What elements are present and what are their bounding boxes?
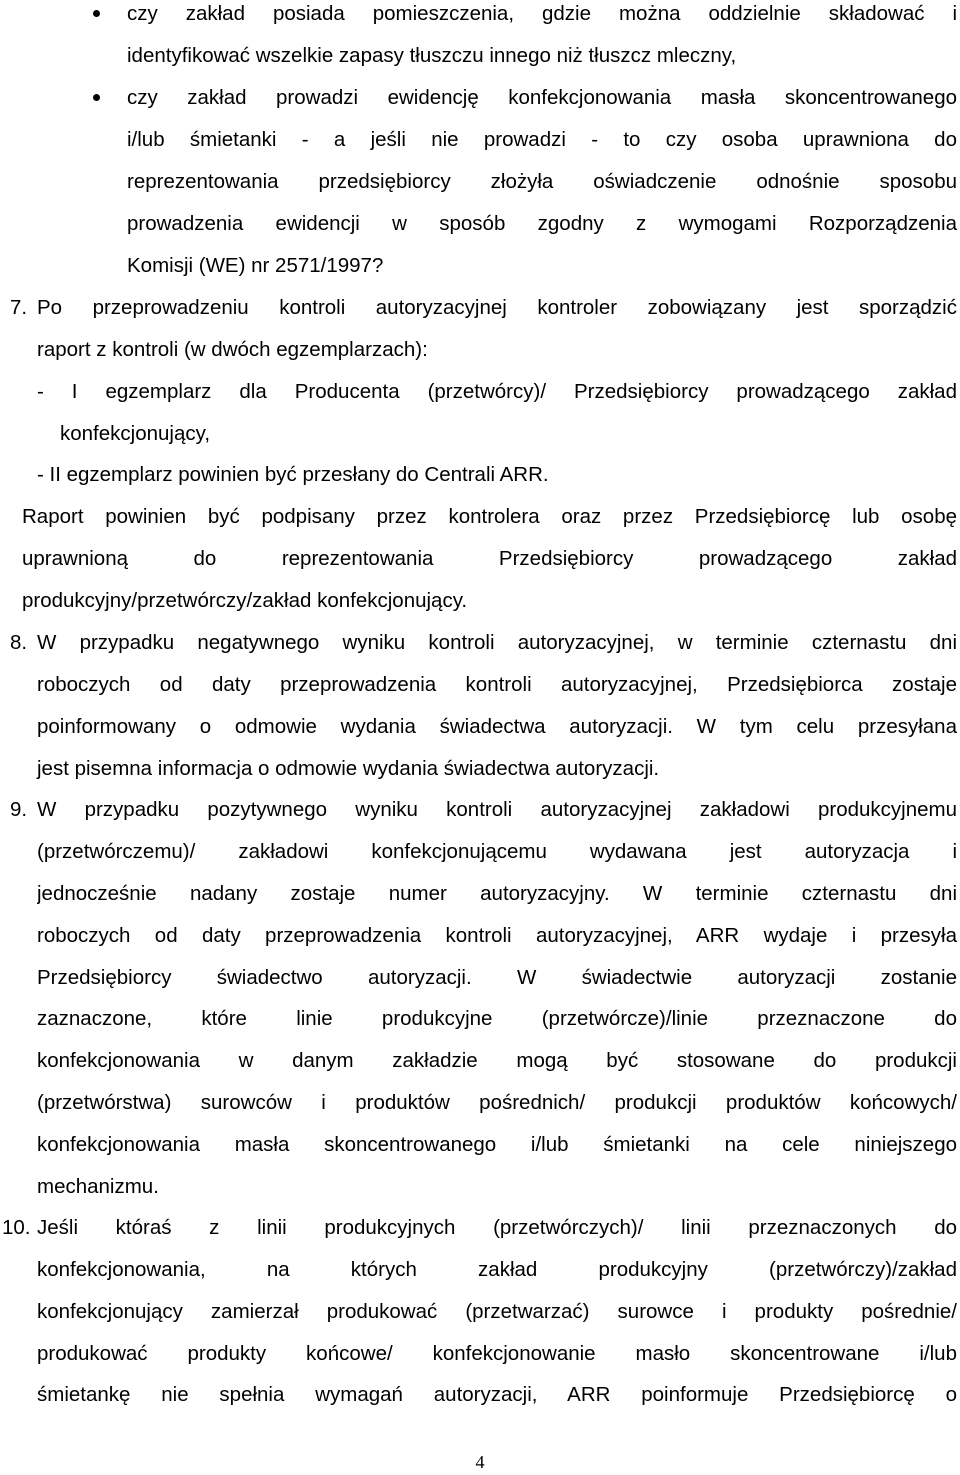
- item-8-line-3: poinformowany o odmowie wydania świadectwa autoryzacji. W tym celu przesyłana: [37, 715, 957, 738]
- raport-line-3: produkcyjny/przetwórczy/zakład konfekcjonujący.: [22, 589, 468, 612]
- item-10-line-5: śmietankę nie spełnia wymagań autoryzacji, ARR poinformuje Przedsiębiorcę o: [37, 1383, 957, 1406]
- item-10-number: 10.: [2, 1216, 31, 1239]
- item-8-line-2: roboczych od daty przeprowadzenia kontroli autoryzacyjnej, Przedsiębiorca zostaje: [37, 673, 957, 696]
- item-9-number: 9.: [10, 798, 28, 821]
- item-7-line-2: raport z kontroli (w dwóch egzemplarzach):: [37, 338, 428, 361]
- bullet-1-line-1: czy zakład posiada pomieszczenia, gdzie można oddzielnie składować i: [127, 2, 957, 25]
- item-10-line-2: konfekcjonowania, na których zakład produkcyjny (przetwórczy)/zakład: [37, 1258, 957, 1281]
- raport-line-1: Raport powinien być podpisany przez kontrolera oraz przez Przedsiębiorcę lub osobę: [22, 505, 957, 528]
- item-7-copy-2: - II egzemplarz powinien być przesłany do Centrali ARR.: [37, 463, 549, 486]
- item-9-line-10: mechanizmu.: [37, 1175, 159, 1198]
- item-7-copy-1: - I egzemplarz dla Producenta (przetwórcy)/ Przedsiębiorcy prowadzącego zakład: [37, 380, 957, 403]
- item-7-line-1: Po przeprowadzeniu kontroli autoryzacyjnej kontroler zobowiązany jest sporządzić: [37, 296, 957, 319]
- bullet-2-line-3: reprezentowania przedsiębiorcy złożyła oświadczenie odnośnie sposobu: [127, 170, 957, 193]
- item-10-line-4: produkować produkty końcowe/ konfekcjonowanie masło skoncentrowane i/lub: [37, 1342, 957, 1365]
- item-9-line-8: (przetwórstwa) surowców i produktów pośrednich/ produkcji produktów końcowych/: [37, 1091, 957, 1114]
- item-9-line-1: W przypadku pozytywnego wyniku kontroli autoryzacyjnej zakładowi produkcyjnemu: [37, 798, 957, 821]
- item-9-line-6: zaznaczone, które linie produkcyjne (przetwórcze)/linie przeznaczone do: [37, 1007, 957, 1030]
- item-9-line-2: (przetwórczemu)/ zakładowi konfekcjonującemu wydawana jest autoryzacja i: [37, 840, 957, 863]
- item-9-line-9: konfekcjonowania masła skoncentrowanego i/lub śmietanki na cele niniejszego: [37, 1133, 957, 1156]
- item-8-line-4: jest pisemna informacja o odmowie wydania świadectwa autoryzacji.: [37, 757, 660, 780]
- bullet-2-line-2: i/lub śmietanki - a jeśli nie prowadzi - to czy osoba uprawniona do: [127, 128, 957, 151]
- page-number: 4: [475, 1452, 485, 1472]
- bullet-1-line-2: identyfikować wszelkie zapasy tłuszczu innego niż tłuszcz mleczny,: [127, 44, 737, 67]
- item-9-line-7: konfekcjonowania w danym zakładzie mogą być stosowane do produkcji: [37, 1049, 957, 1072]
- item-9-line-4: roboczych od daty przeprowadzenia kontroli autoryzacyjnej, ARR wydaje i przesyła: [37, 924, 957, 947]
- item-9-line-3: jednocześnie nadany zostaje numer autoryzacyjny. W terminie czternastu dni: [37, 882, 957, 905]
- item-10-line-1: Jeśli któraś z linii produkcyjnych (przetwórczych)/ linii przeznaczonych do: [37, 1216, 957, 1239]
- bullet-2-line-4: prowadzenia ewidencji w sposób zgodny z wymogami Rozporządzenia: [127, 212, 957, 235]
- bullet-2-line-5: Komisji (WE) nr 2571/1997?: [127, 254, 384, 277]
- raport-line-2: uprawnioną do reprezentowania Przedsiębiorcy prowadzącego zakład: [22, 547, 957, 570]
- bullet-dot: [93, 94, 100, 101]
- bullet-2-line-1: czy zakład prowadzi ewidencję konfekcjonowania masła skoncentrowanego: [127, 86, 957, 109]
- item-10-line-3: konfekcjonujący zamierzał produkować (przetwarzać) surowce i produkty pośrednie/: [37, 1300, 957, 1323]
- item-7-copy-1-cont: konfekcjonujący,: [60, 422, 211, 445]
- bullet-dot: [93, 10, 100, 17]
- item-8-line-1: W przypadku negatywnego wyniku kontroli autoryzacyjnej, w terminie czternastu dni: [37, 631, 957, 654]
- item-8-number: 8.: [10, 631, 28, 654]
- item-9-line-5: Przedsiębiorcy świadectwo autoryzacji. W świadectwie autoryzacji zostanie: [37, 966, 957, 989]
- item-7-number: 7.: [10, 296, 28, 319]
